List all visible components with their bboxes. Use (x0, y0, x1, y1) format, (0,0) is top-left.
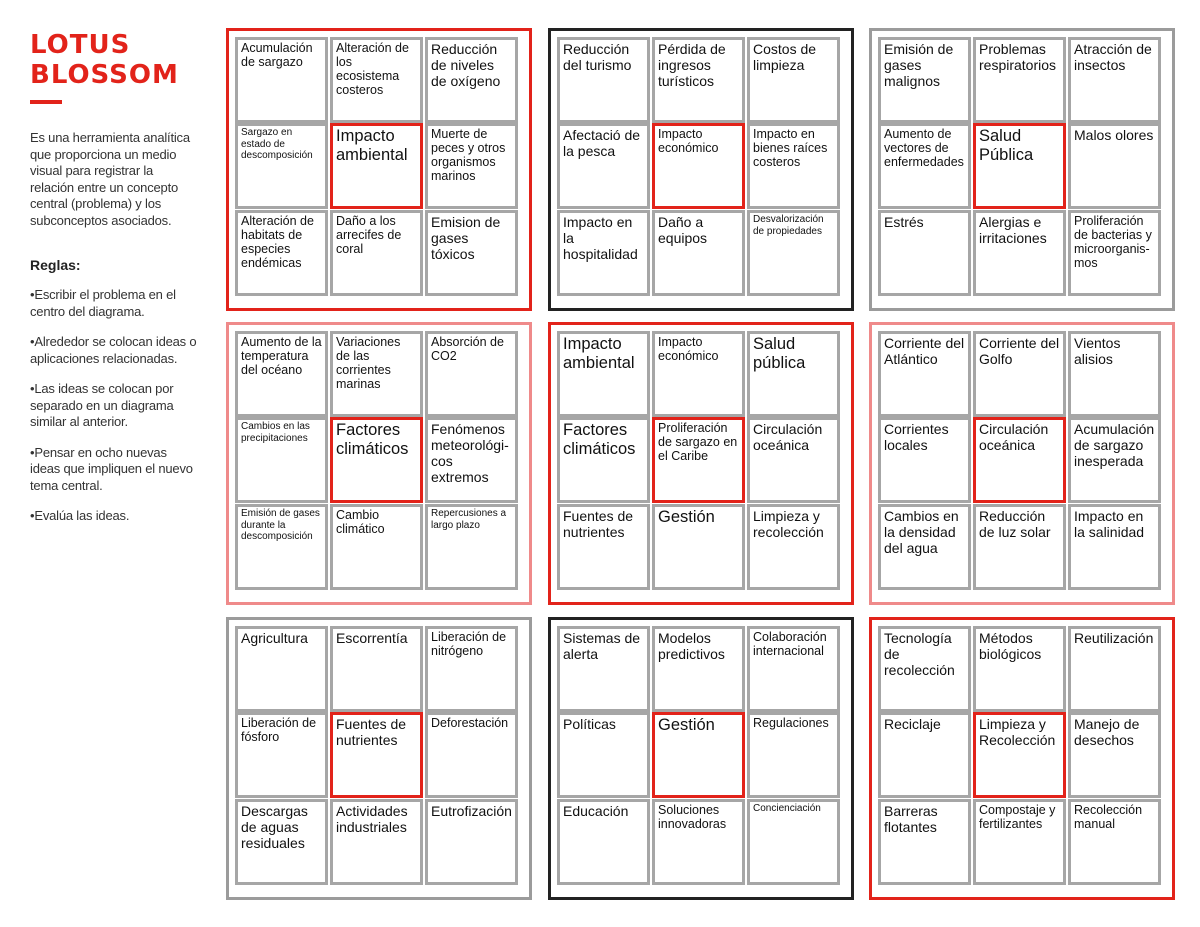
lotus-cell: Educación (557, 799, 650, 885)
lotus-block (226, 617, 532, 900)
lotus-cell: Cambio climático (330, 504, 423, 590)
lotus-cell: Impacto en la hospitalidad (557, 210, 650, 296)
lotus-cell: Repercusiones a largo plazo (425, 504, 518, 590)
lotus-cell: Compostaje y fertilizantes (973, 799, 1066, 885)
lotus-cell: Reducción de luz solar (973, 504, 1066, 590)
lotus-center-cell: Impacto ambiental (330, 123, 423, 209)
lotus-cell: Alteración de los ecosistema costeros (330, 37, 423, 123)
lotus-cell: Fuentes de nutrientes (557, 504, 650, 590)
lotus-cell: Afectació de la pesca (557, 123, 650, 209)
page-title (30, 30, 200, 90)
lotus-cell: Soluciones innovadoras (652, 799, 745, 885)
lotus-block (869, 28, 1175, 311)
lotus-cell: Absorción de CO2 (425, 331, 518, 417)
lotus-cell: Descargas de aguas residuales (235, 799, 328, 885)
lotus-cell: Limpieza y recolección (747, 504, 840, 590)
title-line-1: LOTUS (30, 30, 131, 60)
lotus-cell: Daño a equipos (652, 210, 745, 296)
rule-item: •Las ideas se colocan por separado en un diagrama similar al anterior. (30, 381, 174, 429)
lotus-center-cell: Proliferación de sargazo en el Caribe (652, 417, 745, 503)
lotus-block (226, 28, 532, 311)
lotus-block (869, 322, 1175, 605)
lotus-cell: Variaciones de las corrientes marinas (330, 331, 423, 417)
lotus-cell: Muerte de peces y otros organismos marinos (425, 123, 518, 209)
lotus-block (548, 322, 854, 605)
lotus-cell: Impacto ambiental (557, 331, 650, 417)
lotus-cell: Pérdida de ingresos turísticos (652, 37, 745, 123)
lotus-cell: Tecnología de recolección (878, 626, 971, 712)
lotus-cell: Manejo de desechos (1068, 712, 1161, 798)
lotus-cell: Deforestación (425, 712, 518, 798)
sidebar (30, 30, 200, 525)
lotus-center-cell: Circulación oceánica (973, 417, 1066, 503)
lotus-cell: Impacto en bienes raíces costeros (747, 123, 840, 209)
lotus-center-cell: Limpieza y Recolección (973, 712, 1066, 798)
lotus-cell: Emisión de gases durante la descomposición (235, 504, 328, 590)
lotus-cell: Problemas respiratorios (973, 37, 1066, 123)
lotus-center-cell: Gestión (652, 712, 745, 798)
lotus-cell: Gestión (652, 504, 745, 590)
lotus-cell: Liberación de nitrógeno (425, 626, 518, 712)
lotus-cell: Métodos biológicos (973, 626, 1066, 712)
rule-item: •Escribir el problema en el centro del diagrama. (30, 287, 176, 319)
lotus-cell: Proliferación de bacterias y microorganis-mos (1068, 210, 1161, 296)
lotus-cell: Escorrentía (330, 626, 423, 712)
lotus-cell: Impacto económico (652, 331, 745, 417)
description-text: Es una herramienta analítica que proporciona un medio visual para registrar la relación entre un concepto central (problema) y los subconceptos asociados. (30, 130, 190, 228)
lotus-cell: Circulación oceánica (747, 417, 840, 503)
lotus-cell: Reciclaje (878, 712, 971, 798)
lotus-cell: Costos de limpieza (747, 37, 840, 123)
lotus-cell: Reducción del turismo (557, 37, 650, 123)
lotus-cell: Cambios en la densidad del agua (878, 504, 971, 590)
lotus-cell: Reutilización (1068, 626, 1161, 712)
lotus-cell: Cambios en las precipitaciones (235, 417, 328, 503)
lotus-cell: Malos olores (1068, 123, 1161, 209)
lotus-cell: Factores climáticos (557, 417, 650, 503)
lotus-cell: Acumulación de sargazo (235, 37, 328, 123)
lotus-cell: Liberación de fósforo (235, 712, 328, 798)
lotus-cell: Impacto en la salinidad (1068, 504, 1161, 590)
rules-heading: Reglas: (30, 257, 81, 273)
lotus-cell: Alteración de habitats de especies endémicas (235, 210, 328, 296)
lotus-block (226, 322, 532, 605)
lotus-cell: Eutrofización (425, 799, 518, 885)
lotus-cell: Alergias e irritaciones (973, 210, 1066, 296)
lotus-cell: Vientos alisios (1068, 331, 1161, 417)
lotus-center-cell: Salud Pública (973, 123, 1066, 209)
lotus-cell: Agricultura (235, 626, 328, 712)
lotus-cell: Corriente del Atlántico (878, 331, 971, 417)
lotus-cell: Corriente del Golfo (973, 331, 1066, 417)
lotus-block (869, 617, 1175, 900)
lotus-cell: Barreras flotantes (878, 799, 971, 885)
title-line-2: BLOSSOM (30, 60, 179, 90)
lotus-block (548, 28, 854, 311)
lotus-cell: Corrientes locales (878, 417, 971, 503)
lotus-cell: Emision de gases tóxicos (425, 210, 518, 296)
rule-item: •Alrededor se colocan ideas o aplicaciones relacionadas. (30, 334, 197, 366)
lotus-cell: Recolección manual (1068, 799, 1161, 885)
lotus-cell: Atracción de insectos (1068, 37, 1161, 123)
lotus-cell: Colaboración internacional (747, 626, 840, 712)
lotus-block (548, 617, 854, 900)
lotus-cell: Aumento de vectores de enfermedades (878, 123, 971, 209)
lotus-cell: Salud pública (747, 331, 840, 417)
lotus-cell: Daño a los arrecifes de coral (330, 210, 423, 296)
lotus-center-cell: Factores climáticos (330, 417, 423, 503)
lotus-cell: Aumento de la temperatura del océano (235, 331, 328, 417)
lotus-cell: Sargazo en estado de descomposición (235, 123, 328, 209)
lotus-cell: Emisión de gases malignos (878, 37, 971, 123)
lotus-cell: Regulaciones (747, 712, 840, 798)
lotus-cell: Actividades industriales (330, 799, 423, 885)
lotus-center-cell: Impacto económico (652, 123, 745, 209)
lotus-cell: Desvalorización de propiedades (747, 210, 840, 296)
lotus-cell: Políticas (557, 712, 650, 798)
lotus-cell: Sistemas de alerta (557, 626, 650, 712)
lotus-cell: Acumulación de sargazo inesperada (1068, 417, 1161, 503)
rule-item: •Evalúa las ideas. (30, 508, 130, 523)
lotus-cell: Concienciación (747, 799, 840, 885)
title-accent-bar (30, 100, 62, 104)
lotus-center-cell: Fuentes de nutrientes (330, 712, 423, 798)
lotus-cell: Estrés (878, 210, 971, 296)
lotus-cell: Modelos predictivos (652, 626, 745, 712)
lotus-cell: Reducción de niveles de oxígeno (425, 37, 518, 123)
lotus-cell: Fenómenos meteorológi-cos extremos (425, 417, 518, 503)
rule-item: •Pensar en ocho nuevas ideas que impliquen el nuevo tema central. (30, 444, 193, 493)
